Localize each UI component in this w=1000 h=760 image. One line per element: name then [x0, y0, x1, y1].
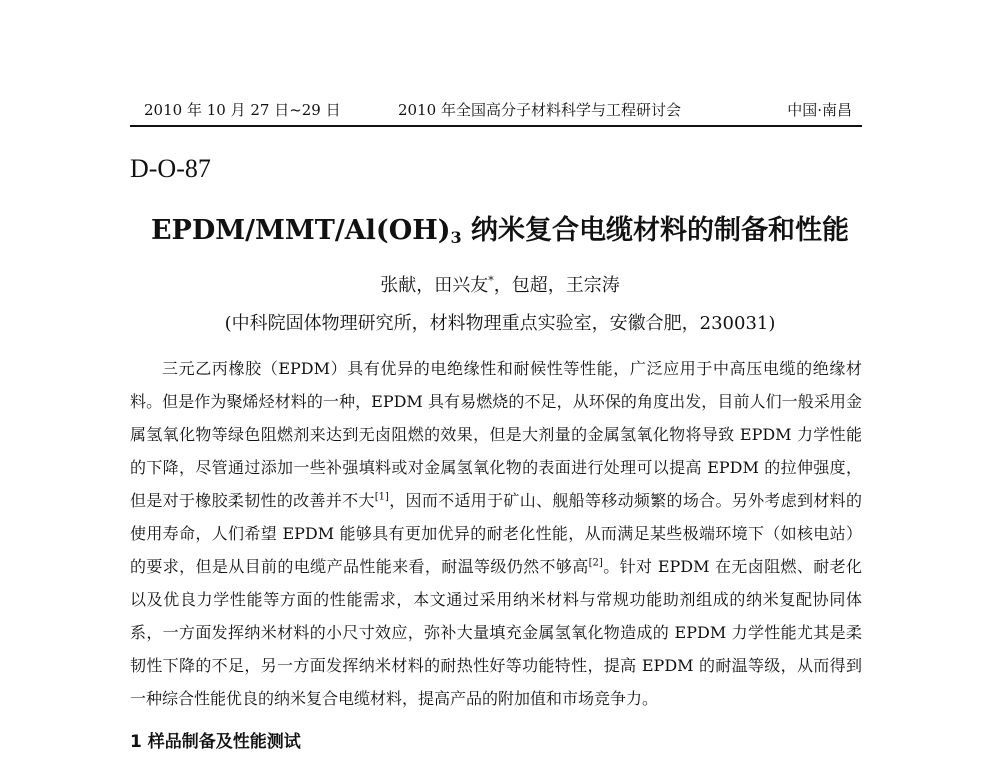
reference-1: [1]: [374, 491, 389, 503]
body-text-part3: 。针对 EPDM 在无卤阻燃、耐老化以及优良力学性能等方面的性能需求，本文通过采用纳米材料与常规功能助剂组成的纳米复配协同体系，一方面发挥纳米材料的小尺寸效应，弥补大量填充金属氢氧化物造成的 EPDM 力学性能尤其是柔韧性下降的不足，另一方面发挥纳米材料的耐热性好等功能特性，提高 EPDM 的耐温等级，从而得到一种综合性能优良的纳米复合电缆材料，提高产品的附加值和市场竞争力。: [130, 557, 862, 708]
title-text: 纳米复合电缆材料的制备和性能: [461, 215, 850, 246]
header-conference: 2010 年全国高分子材料科学与工程研讨会: [398, 101, 681, 119]
body-text-part2: ，因而不适用于矿山、舰船等移动频繁的场合。另外考虑到材料的使用寿命，人们希望 EPDM 能够具有更加优异的耐老化性能，从而满足某些极端环境下（如核电站）的要求，但是从目前的电缆产品性能来看，耐温等级仍然不够高: [130, 491, 862, 576]
section-heading: 1 样品制备及性能测试: [130, 732, 301, 752]
body-text-part1: 三元乙丙橡胶（EPDM）具有优异的电绝缘性和耐候性等性能，广泛应用于中高压电缆的绝缘材料。但是作为聚烯烃材料的一种，EPDM 具有易燃烧的不足，从环保的角度出发，目前人们一般采用金属氢氧化物等绿色阻燃剂来达到无卤阻燃的效果，但是大剂量的金属氢氧化物将导致 EPDM 力学性能的下降，尽管通过添加一些补强填料或对金属氢氧化物的表面进行处理可以提高 EPDM 的拉伸强度，但是对于橡胶柔韧性的改善并不大: [130, 359, 862, 510]
title-subscript: 3: [450, 228, 462, 247]
body-paragraph: [130, 352, 862, 715]
title-formula: EPDM/MMT/Al(OH): [150, 215, 451, 246]
author-corresponding: 田兴友: [434, 275, 489, 296]
header-rule: [130, 125, 862, 127]
author-list: [0, 274, 1000, 298]
author-others: ，包超，王宗涛: [493, 275, 620, 296]
author-first: 张献，: [380, 275, 435, 296]
affiliation: (中科院固体物理研究所，材料物理重点实验室，安徽合肥，230031): [224, 313, 776, 334]
header-date: 2010 年 10 月 27 日~29 日: [144, 101, 341, 119]
header-location: 中国·南昌: [787, 101, 852, 119]
paper-title: [0, 214, 1000, 248]
reference-2: [2]: [588, 557, 603, 569]
running-header: [130, 100, 862, 124]
corresponding-author-mark: *: [488, 274, 494, 287]
paper-id: D-O-87: [130, 154, 211, 183]
